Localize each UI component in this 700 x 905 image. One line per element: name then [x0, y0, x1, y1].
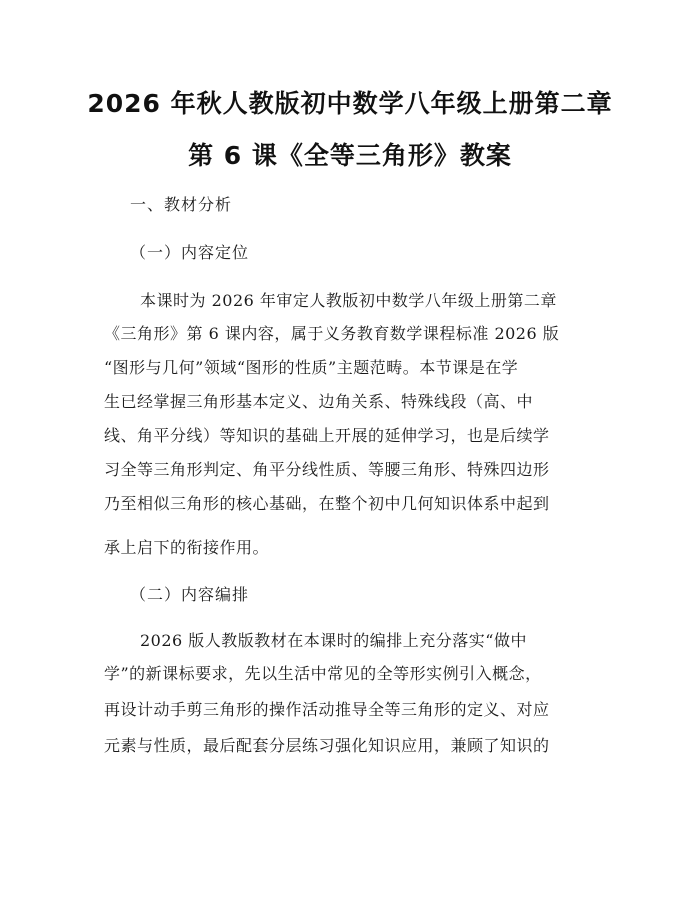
paragraph-1-line: 乃至相似三角形的核心基础，在整个初中几何知识体系中起到	[104, 494, 550, 513]
paragraph-2-line: 2026 版人教版教材在本课时的编排上充分落实“做中	[140, 631, 527, 650]
paragraph-1-line: 习全等三角形判定、角平分线性质、等腰三角形、特殊四边形	[104, 460, 550, 479]
subsection-heading-content-arrangement: （二）内容编排	[130, 585, 250, 604]
paragraph-1-line: “图形与几何”领域“图形的性质”主题范畴。本节课是在学	[104, 358, 519, 377]
subsection-heading-content-positioning: （一）内容定位	[130, 243, 250, 262]
section-heading-textbook-analysis: 一、教材分析	[130, 195, 233, 214]
paragraph-1-line: 本课时为 2026 年审定人教版初中数学八年级上册第二章	[140, 291, 557, 310]
paragraph-1-line: 生已经掌握三角形基本定义、边角关系、特殊线段（高、中	[104, 392, 534, 411]
document-title-line-1: 2026 年秋人教版初中数学八年级上册第二章	[87, 89, 613, 118]
paragraph-1-line: 承上启下的衔接作用。	[104, 538, 270, 557]
paragraph-2-line: 学”的新课标要求，先以生活中常见的全等形实例引入概念，	[104, 664, 542, 683]
paragraph-2-line: 元素与性质，最后配套分层练习强化知识应用，兼顾了知识的	[104, 736, 550, 755]
paragraph-2-line: 再设计动手剪三角形的操作活动推导全等三角形的定义、对应	[104, 700, 550, 719]
document-title-line-2: 第 6 课《全等三角形》教案	[188, 141, 512, 170]
paragraph-1-line: 线、角平分线）等知识的基础上开展的延伸学习，也是后续学	[104, 426, 550, 445]
paragraph-1-line: 《三角形》第 6 课内容，属于义务教育数学课程标准 2026 版	[104, 324, 560, 343]
